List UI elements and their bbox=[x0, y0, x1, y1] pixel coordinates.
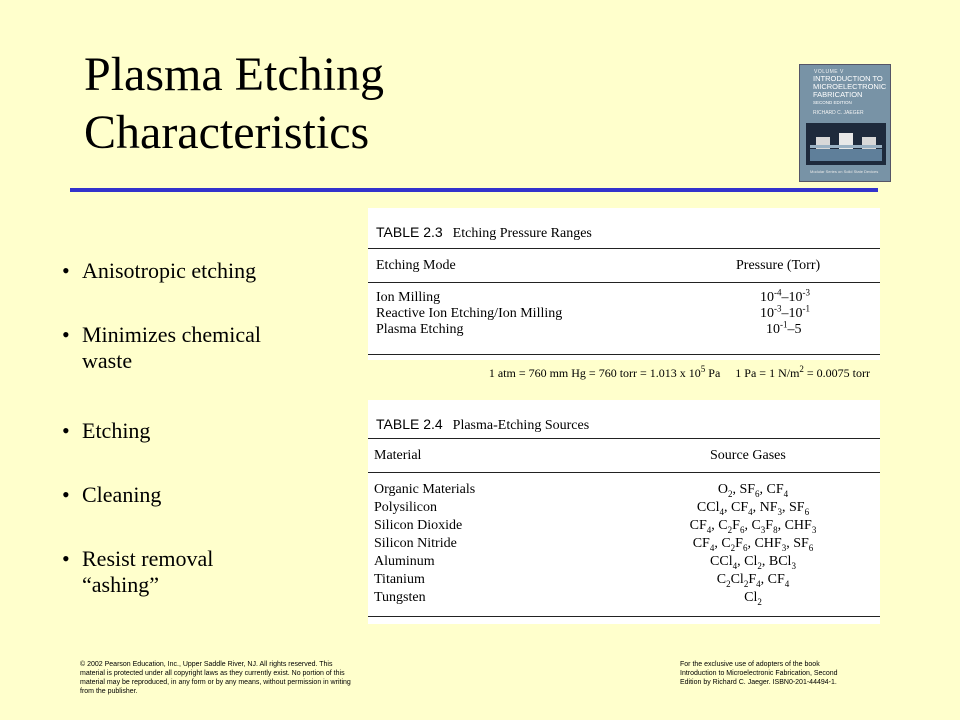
table-cell-mode: Reactive Ion Etching/Ion Milling bbox=[376, 306, 563, 321]
table-cell-material: Polysilicon bbox=[374, 500, 438, 515]
table-number: TABLE 2.4 bbox=[376, 416, 443, 432]
bullet-item bbox=[62, 258, 256, 284]
book-title bbox=[813, 75, 889, 107]
bullet-text: Minimizes chemical bbox=[82, 322, 261, 347]
copyright-line: material may be reproduced, in any form or by any means, without permission in writing bbox=[80, 679, 351, 686]
table-cell-source-gases: CCl$_4$, $CF_4$, $NF_3$, $SF_6$ bbox=[696, 500, 810, 517]
table-etching-pressure-ranges bbox=[368, 208, 880, 360]
table-cell-material: Organic Materials bbox=[374, 482, 476, 497]
bullet-text: Cleaning bbox=[82, 482, 162, 507]
table-cell-material: Aluminum bbox=[374, 554, 435, 569]
book-title-line: INTRODUCTION TO bbox=[813, 74, 883, 83]
adopter-line: For the exclusive use of adopters of the book bbox=[680, 661, 820, 668]
table-cell-material: Tungsten bbox=[374, 590, 426, 605]
copyright-line: material is protected under all copyright laws as they currently exist. No portion of this bbox=[80, 670, 345, 677]
table-cell-source-gases: $C_2Cl_2F_4$, $CF_4$ bbox=[716, 572, 790, 589]
table-caption-text: Plasma-Etching Sources bbox=[452, 418, 590, 433]
bullet-item bbox=[62, 322, 261, 374]
bullet-dot-icon: • bbox=[62, 546, 70, 571]
book-title-line: MICROELECTRONIC bbox=[813, 82, 887, 91]
table-number: TABLE 2.3 bbox=[376, 224, 443, 240]
table-cell-source-gases: $CF_4$, $C_2F_6$, $CHF_3$, $SF_6$ bbox=[692, 536, 814, 553]
bullet-text: Etching bbox=[82, 418, 151, 443]
bullet-item bbox=[62, 418, 150, 444]
column-header: Pressure (Torr) bbox=[736, 258, 821, 273]
copyright-line: © 2002 Pearson Education, Inc., Upper Saddle River, NJ. All rights reserved. This bbox=[80, 661, 333, 668]
title-underline bbox=[70, 188, 878, 192]
adopter-line: Edition by Richard C. Jaeger. ISBN0-201-44494-1. bbox=[680, 679, 837, 686]
copyright-line: from the publisher. bbox=[80, 688, 138, 695]
table-cell-source-gases: $Cl_2$ bbox=[744, 590, 762, 607]
bullet-text: Resist removal bbox=[82, 546, 214, 571]
book-title-line: FABRICATION bbox=[813, 90, 863, 99]
table-cell-source-gases: $O_2$, $SF_6$, $CF_4$ bbox=[717, 482, 789, 499]
copyright-notice bbox=[80, 660, 410, 696]
table-cell-material: Silicon Nitride bbox=[374, 536, 457, 551]
book-volume: VOLUME V bbox=[814, 69, 844, 75]
bullet-dot-icon: • bbox=[62, 482, 70, 507]
table-caption bbox=[376, 416, 589, 434]
bullet-text: Anisotropic etching bbox=[82, 258, 257, 283]
slide-title bbox=[84, 46, 384, 162]
table-rule bbox=[368, 472, 880, 473]
table-caption bbox=[376, 224, 592, 242]
table-cell-pressure: $10^{-3}-10^{-1}$ bbox=[760, 303, 810, 321]
device-cross-section-icon bbox=[806, 123, 886, 165]
table-cell-material: Silicon Dioxide bbox=[374, 518, 463, 533]
book-author: RICHARD C. JAEGER bbox=[813, 110, 864, 116]
table-cell-mode: Plasma Etching bbox=[376, 322, 464, 337]
bullet-dot-icon: • bbox=[62, 418, 70, 443]
bullet-text-continued: waste bbox=[82, 348, 133, 373]
column-header: Source Gases bbox=[710, 448, 786, 463]
column-header: Etching Mode bbox=[376, 258, 456, 273]
book-series: Modular Series on Solid State Devices bbox=[810, 169, 879, 174]
bullet-dot-icon: • bbox=[62, 258, 70, 283]
table-rule bbox=[368, 354, 880, 355]
table-cell-source-gases: CCl$_4$, $Cl_2$, BCl$_3$ bbox=[710, 554, 796, 571]
slide-title-line-1: Plasma Etching bbox=[84, 48, 384, 101]
adopter-notice bbox=[680, 660, 880, 687]
unit-conversion-note: 1 atm = 760 mm Hg = 760 torr = 1.013 x $10^5$ Pa 1 Pa = 1 $N/m^2 = 0.0075$ torr bbox=[488, 364, 870, 380]
table-cell-pressure: $10^{-1}-5$ bbox=[766, 319, 802, 337]
table-cell-pressure: $10^{-4}-10^{-3}$ bbox=[760, 287, 810, 305]
bullet-item bbox=[62, 482, 161, 508]
table-rule bbox=[368, 616, 880, 617]
book-cover-image bbox=[799, 64, 891, 182]
table-cell-source-gases: $CF_4$, $C_2F_6$, $C_3F_8$, $CHF_3$ bbox=[689, 518, 817, 535]
table-caption-text: Etching Pressure Ranges bbox=[452, 226, 592, 241]
book-edition: SECOND EDITION bbox=[813, 100, 852, 105]
table-rule bbox=[368, 282, 880, 283]
column-header: Material bbox=[374, 448, 422, 463]
bullet-dot-icon: • bbox=[62, 322, 70, 347]
table-cell-material: Titanium bbox=[374, 572, 425, 587]
table-rule bbox=[368, 438, 880, 439]
slide-title-line-2: Characteristics bbox=[84, 106, 370, 159]
bullet-text-continued: “ashing” bbox=[82, 572, 159, 597]
bullet-item bbox=[62, 546, 213, 598]
table-plasma-etching-sources bbox=[368, 400, 880, 624]
table-rule bbox=[368, 248, 880, 249]
table-cell-mode: Ion Milling bbox=[376, 290, 441, 305]
adopter-line: Introduction to Microelectronic Fabrication, Second bbox=[680, 670, 838, 677]
